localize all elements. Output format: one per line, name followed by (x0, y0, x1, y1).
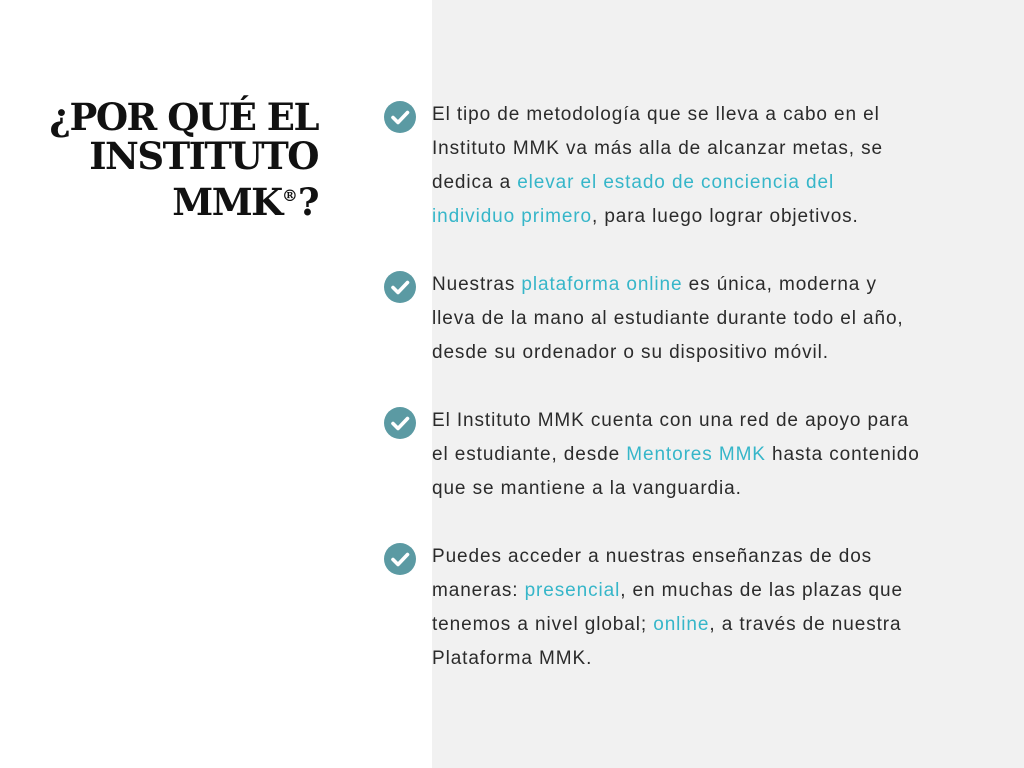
item-text-part: Puedes acceder a nuestras enseñanzas de dos maneras: (432, 546, 873, 601)
list-item (384, 268, 924, 370)
item-text-part: es única, moderna y lleva de la mano al estudiante durante todo el año, desde su ordenador o su dispositivo móvil. (432, 274, 904, 363)
check-circle-icon (384, 543, 416, 575)
item-text (432, 404, 922, 506)
heading-brand: MMK (172, 180, 282, 224)
benefits-list (384, 98, 924, 676)
item-text-part: , a través de nuestra Plataforma MMK. (432, 614, 902, 669)
heading-line-2: INSTITUTO (89, 134, 318, 178)
heading-line-1: ¿POR QUÉ EL (49, 95, 318, 139)
list-item (384, 404, 924, 506)
highlight-link[interactable]: plataforma online (521, 274, 683, 295)
section-heading (40, 95, 318, 224)
heading-line-3 (40, 176, 318, 222)
highlight-link[interactable]: elevar el estado de conciencia del individuo primero (432, 172, 835, 227)
check-circle-icon (384, 101, 416, 133)
item-text-part: El Instituto MMK cuenta con una red de apoyo para el estudiante, desde (432, 410, 910, 465)
check-circle-icon (384, 407, 416, 439)
item-text-part: , en muchas de las plazas que tenemos a nivel global; (432, 580, 903, 635)
list-item (384, 540, 924, 676)
highlight-link[interactable]: online (653, 614, 710, 635)
check-circle-icon (384, 271, 416, 303)
item-text (432, 540, 922, 676)
list-item (384, 98, 924, 234)
heading-question-mark: ? (297, 180, 318, 224)
item-text (432, 98, 922, 234)
item-text (432, 268, 922, 370)
registered-mark: ® (281, 186, 298, 205)
item-text-part: , para luego lograr objetivos. (591, 206, 859, 227)
item-text-part: El tipo de metodología que se lleva a cabo en el Instituto MMK va más alla de alcanzar metas, se dedica a (432, 104, 883, 193)
highlight-link[interactable]: presencial (524, 580, 621, 601)
item-text-part: Nuestras (432, 274, 522, 295)
highlight-link[interactable]: Mentores MMK (626, 444, 766, 465)
item-text-part: hasta contenido que se mantiene a la vanguardia. (432, 444, 920, 499)
